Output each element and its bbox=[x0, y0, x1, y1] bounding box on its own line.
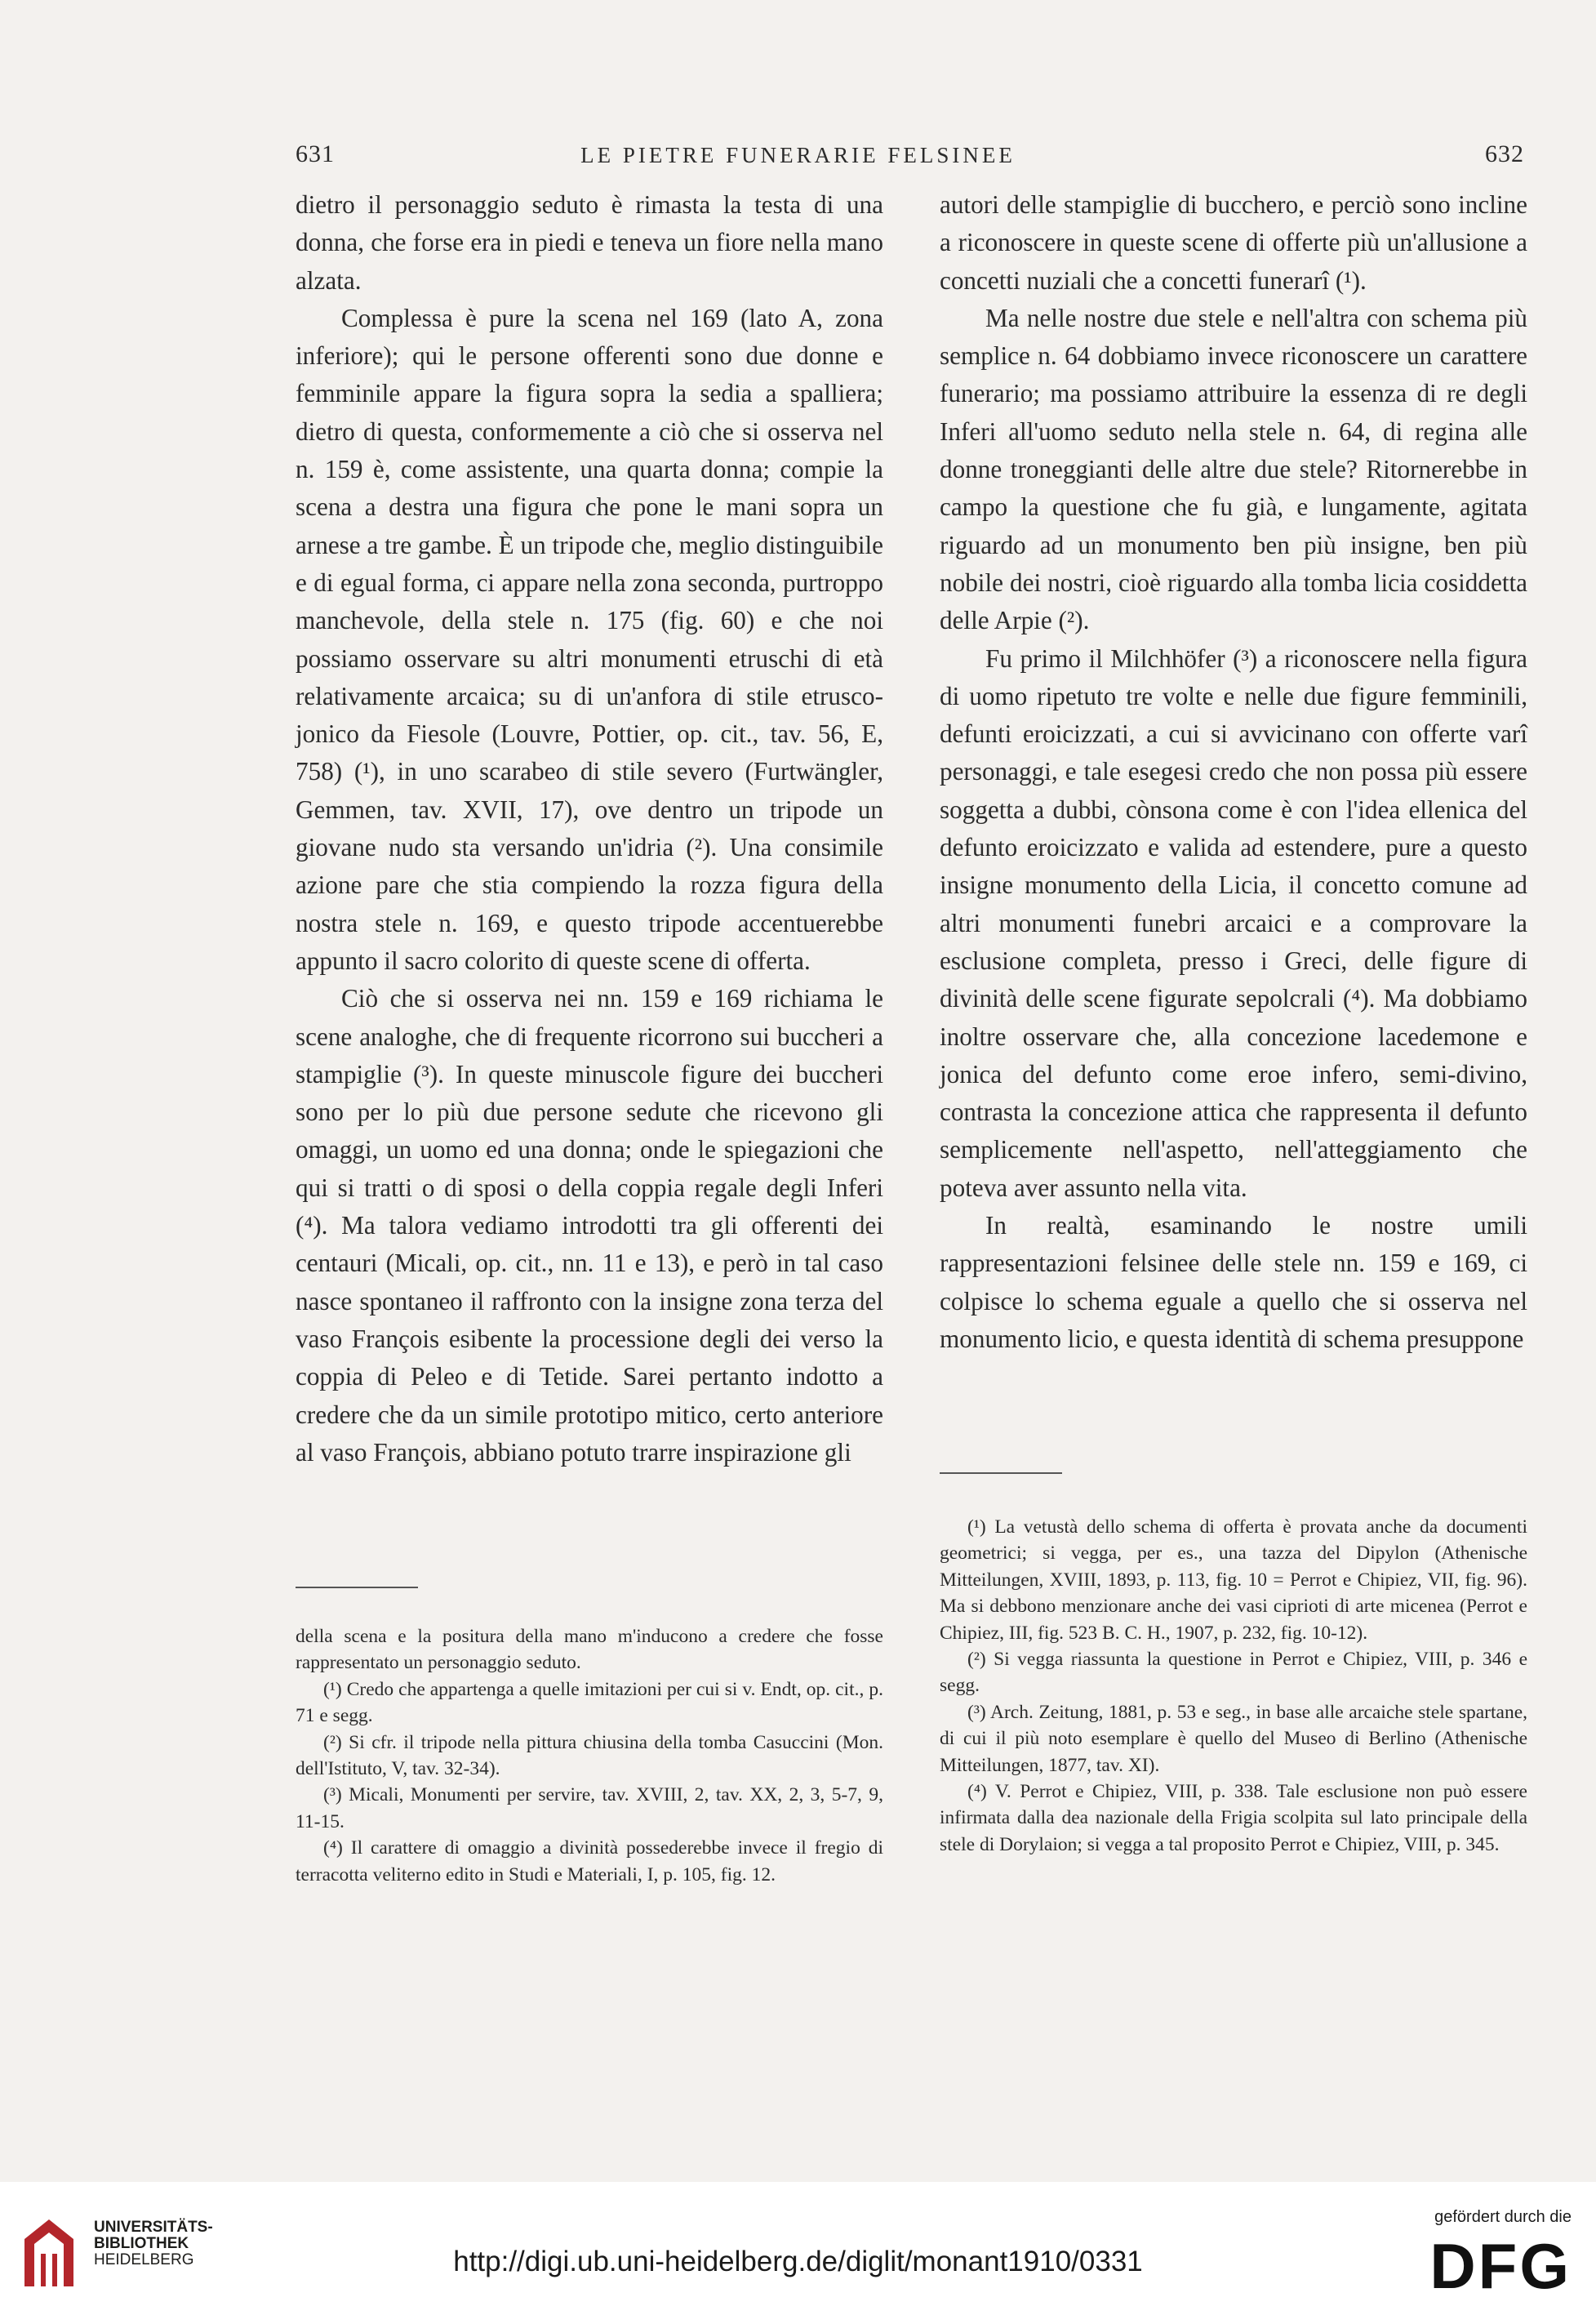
footnote: (³) Micali, Monumenti per servire, tav. XVIII, 2, tav. XX, 2, 3, 5-7, 9, 11-15. bbox=[296, 1784, 883, 1832]
footnote: (²) Si cfr. il tripode nella pittura chiusina della tomba Casuccini (Mon. dell'Istituto, V, tav. 32-34). bbox=[296, 1731, 883, 1780]
page-number-right: 632 bbox=[1485, 140, 1524, 167]
footnote: (³) Arch. Zeitung, 1881, p. 53 e seg., in base alle arcaiche stele spartane, di cui il più noto esemplare è quello del Museo di Berlino (Athenische Mitteilungen, 1877, tav. XI). bbox=[940, 1701, 1527, 1776]
left-text-column bbox=[296, 186, 883, 1471]
paragraph: Ciò che si osserva nei nn. 159 e 169 richiama le scene analoghe, che di frequente ricorrono sui buccheri a stampiglie (³). In queste minuscole figure dei buccheri sono per lo più due persone sedute che ricevono gli omaggi, un uomo ed una donna; onde le spiegazioni che qui si tratti o di sposi o della coppia regale degli Inferi (⁴). Ma talora vediamo introdotti tra gli offerenti dei centauri (Micali, op. cit., nn. 11 e 13), e però in tal caso nasce spontaneo il raffronto con la insigne zona terza del vaso François esibente la processione degli dei verso la coppia di Peleo e di Tetide. Sarei pertanto indotto a credere che da un simile prototipo mitico, certo anteriore al vaso François, abbiano potuto trarre inspirazione gli bbox=[296, 984, 883, 1467]
right-text-column bbox=[940, 186, 1527, 1358]
dfg-logo: DFG bbox=[1429, 2230, 1572, 2302]
paragraph: Ma nelle nostre due stele e nell'altra con schema più semplice n. 64 dobbiamo invece riconoscere un carattere funerario; ma possiamo attribuire la essenza di re degli Inferi all'uomo seduto nella stele n. 64, di regina alle donne troneggianti delle altre due stele? Ritornerebbe in campo la questione che fu già, e lungamente, agitata riguardo ad un monumento ben più insigne, ben più nobile dei nostri, cioè riguardo alla tomba licia cosiddetta delle Arpie (²). bbox=[940, 303, 1527, 635]
digitization-footer bbox=[0, 2182, 1596, 2315]
paragraph: dietro il personaggio seduto è rimasta la testa di una donna, che forse era in piedi e teneva un fiore nella mano alzata. bbox=[296, 190, 883, 295]
left-footnotes bbox=[296, 1623, 883, 1888]
library-line: BIBLIOTHEK bbox=[94, 2235, 189, 2252]
footnote: della scena e la positura della mano m'inducono a credere che fosse rappresentato un personaggio seduto. bbox=[296, 1626, 883, 1674]
paragraph: Complessa è pure la scena nel 169 (lato A, zona inferiore); qui le persone offerenti sono due donne e femminile appare la figura sopra la sedia a spalliera; dietro di questa, conformemente a ciò che si osserva nel n. 159 è, come assistente, una quarta donna; compie la scena a destra una figura che pone le mani sopra un arnese a tre gambe. È un tripode che, meglio distinguibile e di egual forma, ci appare nella zona seconda, purtroppo manchevole, della stele n. 175 (fig. 60) e che noi possiamo osservare su altri monumenti etruschi di età relativamente arcaica; su di un'anfora di stile etrusco-jonico da Fiesole (Louvre, Pottier, op. cit., tav. 56, E, 758) (¹), in uno scarabeo di stile severo (Furtwängler, Gemmen, tav. XVII, 17), ove dentro un tripode un giovane nudo sta versando un'idria (²). Una consimile azione pare che stia compiendo la rozza figura della nostra stele n. 169, e questo tripode accentuerebbe appunto il sacro colorito di queste scene di offerta. bbox=[296, 303, 883, 975]
library-line: HEIDELBERG bbox=[94, 2251, 194, 2268]
footnote: (¹) Credo che appartenga a quelle imitazioni per cui si v. Endt, op. cit., p. 71 e segg. bbox=[296, 1678, 883, 1727]
page-number-left: 631 bbox=[296, 140, 335, 167]
running-title: LE PIETRE FUNERARIE FELSINEE bbox=[580, 143, 1016, 167]
footnote: (⁴) V. Perrot e Chipiez, VIII, p. 338. Tale esclusione non può essere infirmata dalla dea nazionale della Frigia scolpita sul lato principale della stele di Dorylaion; si vegga a tal proposito Perrot e Chipiez, VIII, p. 345. bbox=[940, 1781, 1527, 1855]
paragraph: In realtà, esaminando le nostre umili rappresentazioni felsinee delle stele nn. 159 e 169, ci colpisce lo schema eguale a quello che si osserva nel monumento licio, e questa identità di schema presuppone bbox=[940, 1211, 1527, 1353]
paragraph: autori delle stampiglie di bucchero, e perciò sono incline a riconoscere in queste scene di offerte più un'allusione a concetti nuziali che a concetti funerarî (¹). bbox=[940, 190, 1527, 295]
library-line: UNIVERSITÄTS- bbox=[94, 2219, 213, 2236]
footnote: (²) Si vegga riassunta la questione in Perrot e Chipiez, VIII, p. 346 e segg. bbox=[940, 1649, 1527, 1697]
funding-note: gefördert durch die bbox=[1434, 2208, 1572, 2226]
footnote: (⁴) Il carattere di omaggio a divinità possederebbe invece il fregio di terracotta veliterno edito in Studi e Materiali, I, p. 105, fig. 12. bbox=[296, 1837, 883, 1885]
footnote: (¹) La vetustà dello schema di offerta è provata anche da documenti geometrici; si vegga, per es., una tazza del Dipylon (Athenische Mitteilungen, XVIII, 1893, p. 113, fig. 10 = Perrot e Chipiez, VII, fig. 96). Ma si debbono menzionare anche dei vasi ciprioti di arte micenea (Perrot e Chipiez, III, fig. 523 B. C. H., 1907, p. 232, fig. 10-12). bbox=[940, 1516, 1527, 1644]
footnote-divider bbox=[296, 1587, 418, 1588]
footnote-divider bbox=[940, 1472, 1062, 1474]
permalink-url[interactable]: http://digi.ub.uni-heidelberg.de/diglit/monant1910/0331 bbox=[453, 2246, 1143, 2277]
paragraph: Fu primo il Milchhöfer (³) a riconoscere nella figura di uomo ripetuto tre volte e nelle due figure femminili, defunti eroicizzati, a cui si avvicinano con offerte varî personaggi, e tale esegesi credo che non possa più essere soggetta a dubbi, cònsona come è con l'idea ellenica del defunto eroicizzato e valida ad estendere, pure a questo insigne monumento della Licia, il concetto comune ad altri monumenti funebri arcaici e a comprovare la esclusione completa, presso i Greci, delle figure di divinità delle scene figurate sepolcrali (⁴). Ma dobbiamo inoltre osservare che, alla concezione lacedemone e jonica del defunto come eroe infero, semi-divino, contrasta la concezione attica che rappresenta il defunto semplicemente nell'aspetto, nell'atteggiamento che poteva aver assunto nella vita. bbox=[940, 643, 1527, 1202]
right-footnotes bbox=[940, 1514, 1527, 1858]
